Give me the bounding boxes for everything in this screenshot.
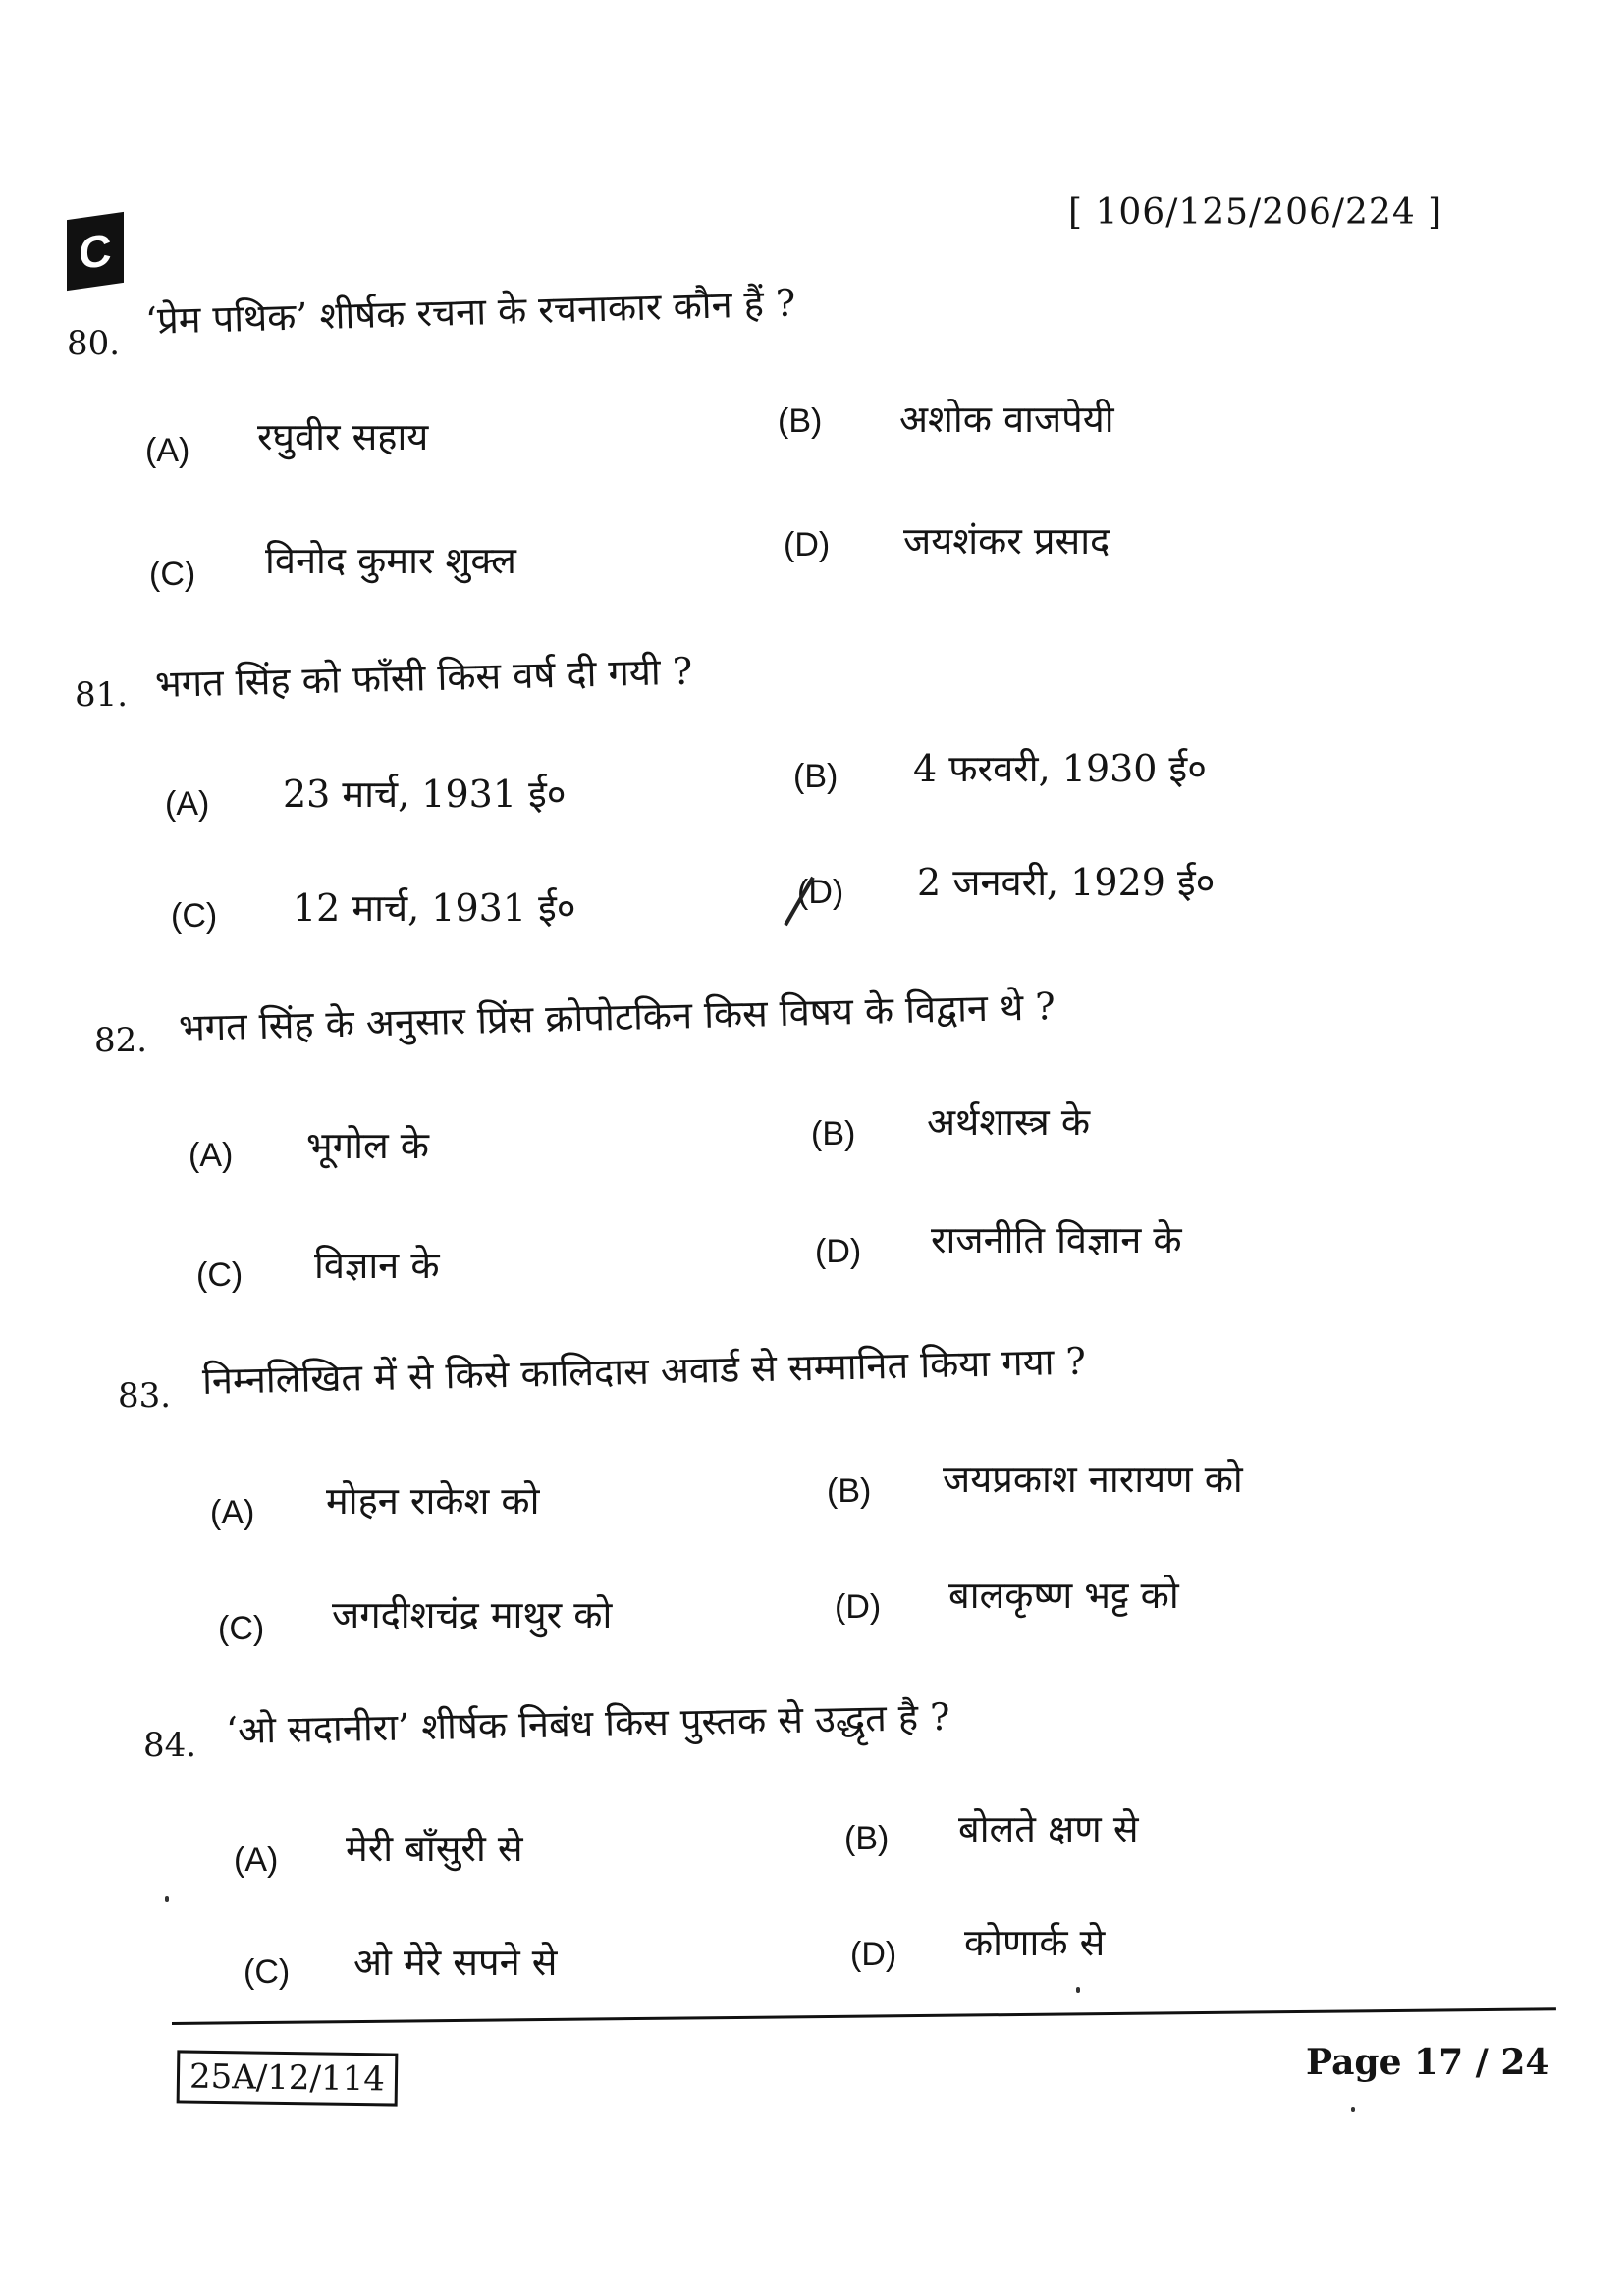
option-text-c[interactable]: जगदीशचंद्र माथुर को [332, 1593, 613, 1636]
question-text: निम्नलिखित में से किसे कालिदास अवार्ड से सम्मानित किया गया ? [201, 1339, 1087, 1403]
scan-speck [1351, 2107, 1355, 2112]
option-label-a: (A) [210, 1494, 255, 1531]
option-text-a[interactable]: मेरी बाँसुरी से [346, 1827, 523, 1870]
option-label-c: (C) [244, 1953, 291, 1991]
scan-speck [165, 1896, 169, 1902]
question-text: ‘प्रेम पथिक’ शीर्षक रचना के रचनाकार कौन हैं ? [144, 281, 796, 343]
option-label-b: (B) [811, 1115, 856, 1152]
option-label-d: (D) [784, 526, 831, 563]
option-text-d[interactable]: बालकृष्ण भट्ट को [948, 1574, 1179, 1617]
option-label-b: (B) [778, 402, 823, 440]
option-text-b[interactable]: अर्थशास्त्र के [927, 1100, 1091, 1144]
paper-code-box: 25A/12/114 [177, 2050, 399, 2106]
paper-codes-header: [ 106/125/206/224 ] [1068, 192, 1443, 233]
option-label-c: (C) [218, 1610, 265, 1647]
option-label-d: (D) [815, 1233, 862, 1270]
option-label-d: (D) [835, 1588, 882, 1626]
option-label-a: (A) [165, 785, 210, 823]
option-label-a: (A) [189, 1137, 234, 1174]
question-number: 84. [143, 1726, 197, 1765]
option-text-c[interactable]: ओ मेरे सपने से [353, 1941, 558, 1984]
option-text-d[interactable]: राजनीति विज्ञान के [931, 1218, 1182, 1261]
scan-speck [1076, 1987, 1080, 1993]
option-text-b[interactable]: जयप्रकाश नारायण को [943, 1458, 1243, 1501]
option-label-b: (B) [827, 1472, 872, 1510]
option-text-b[interactable]: बोलते क्षण से [958, 1807, 1139, 1850]
option-label-b: (B) [844, 1820, 890, 1857]
set-label-badge: C [67, 212, 124, 291]
option-label-a: (A) [234, 1842, 279, 1879]
option-label-a: (A) [145, 432, 190, 469]
option-text-c[interactable]: विज्ञान के [314, 1244, 440, 1287]
option-text-d[interactable]: जयशंकर प्रसाद [903, 519, 1110, 562]
option-text-a[interactable]: 23 मार्च, 1931 ई० [283, 773, 567, 816]
question-number: 83. [118, 1376, 172, 1415]
option-text-a[interactable]: रघुवीर सहाय [257, 415, 429, 458]
option-text-d[interactable]: कोणार्क से [964, 1921, 1106, 1964]
option-label-d: (D) [797, 874, 844, 911]
option-label-d: (D) [850, 1936, 897, 1973]
option-text-b[interactable]: 4 फरवरी, 1930 ई० [913, 747, 1207, 790]
question-number: 80. [67, 324, 121, 363]
question-text: ‘ओ सदानीरा’ शीर्षक निबंध किस पुस्तक से उद्धृत है ? [225, 1694, 950, 1752]
question-number: 81. [75, 675, 129, 715]
option-text-d[interactable]: 2 जनवरी, 1929 ई० [917, 861, 1216, 904]
question-number: 82. [94, 1021, 148, 1060]
option-text-c[interactable]: 12 मार्च, 1931 ई० [293, 886, 576, 930]
footer-divider [172, 2007, 1556, 2025]
question-text: भगत सिंह के अनुसार प्रिंस क्रोपोटकिन किस विषय के विद्वान थे ? [178, 985, 1056, 1049]
option-text-b[interactable]: अशोक वाजपेयी [899, 398, 1114, 441]
option-label-c: (C) [149, 556, 196, 593]
option-text-a[interactable]: मोहन राकेश को [326, 1479, 540, 1522]
question-text: भगत सिंह को फाँसी किस वर्ष दी गयी ? [154, 649, 693, 706]
option-text-c[interactable]: विनोद कुमार शुक्ल [265, 539, 516, 582]
page-indicator: Page 17 / 24 [1306, 2042, 1550, 2083]
option-label-c: (C) [171, 897, 218, 934]
option-label-c: (C) [196, 1256, 244, 1294]
option-text-a[interactable]: भूगोल के [306, 1124, 429, 1167]
option-label-b: (B) [793, 758, 839, 795]
